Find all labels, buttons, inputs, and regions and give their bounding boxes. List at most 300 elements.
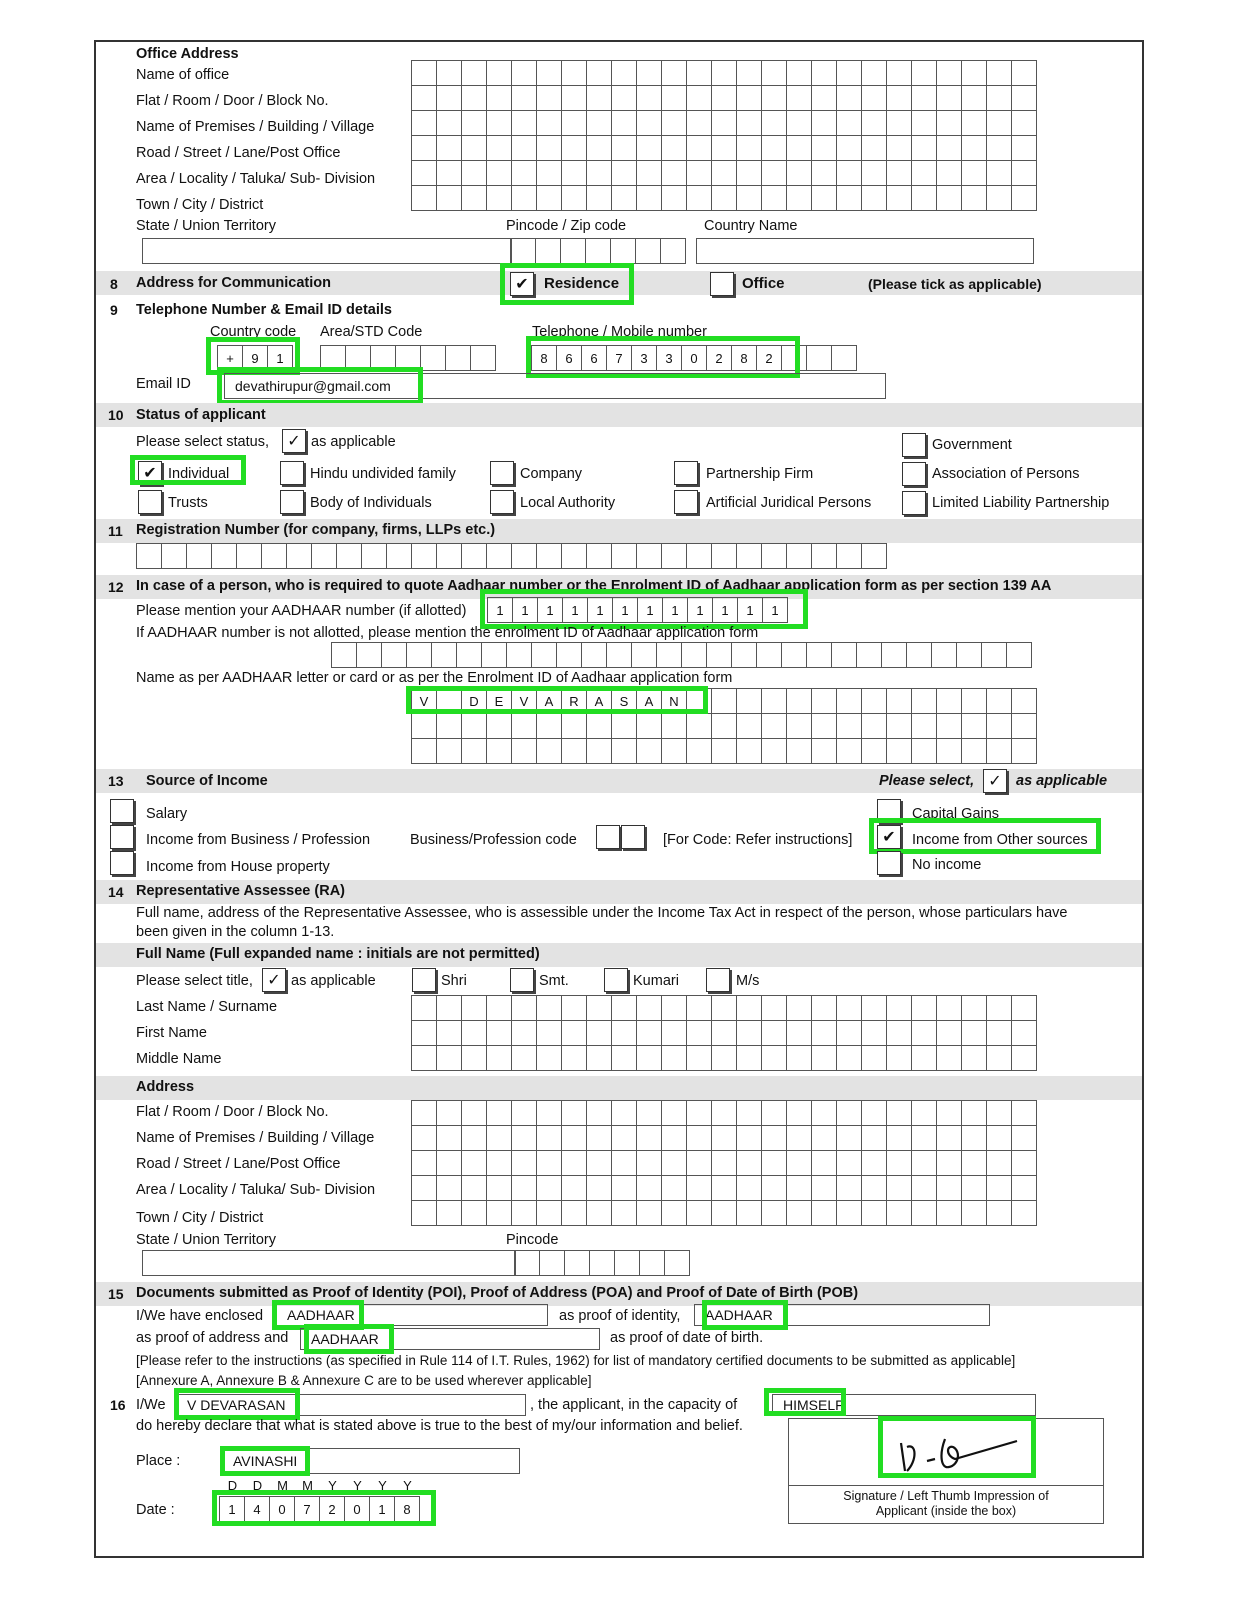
grid-cell[interactable] [886,1175,912,1201]
grid-cell[interactable] [786,1150,812,1176]
grid-cell[interactable]: E [486,688,512,714]
grid-cell[interactable] [535,238,561,264]
grid-cell[interactable] [611,1150,637,1176]
grid-cell[interactable] [961,185,987,211]
grid-cell[interactable] [861,1020,887,1046]
grid-cell[interactable] [461,738,487,764]
grid-cell[interactable] [836,738,862,764]
ra-address-grid[interactable] [412,1100,1037,1226]
grid-cell[interactable] [436,1150,462,1176]
grid-cell[interactable] [636,543,662,569]
grid-cell[interactable] [586,1175,612,1201]
grid-cell[interactable] [936,1045,962,1071]
grid-cell[interactable] [589,1250,615,1276]
grid-cell[interactable] [236,543,262,569]
grid-cell[interactable] [831,642,857,668]
grid-cell[interactable] [486,1200,512,1226]
grid-cell[interactable] [1011,60,1037,86]
grid-cell[interactable] [510,238,536,264]
grid-cell[interactable] [986,135,1012,161]
grid-cell[interactable] [811,688,837,714]
grid-cell[interactable] [1011,135,1037,161]
grid-cell[interactable] [811,1100,837,1126]
grid-cell[interactable] [961,713,987,739]
grid-cell[interactable] [636,1045,662,1071]
grid-cell[interactable] [736,1045,762,1071]
grid-cell[interactable] [411,543,437,569]
grid-cell[interactable]: R [561,688,587,714]
grid-cell[interactable] [431,642,457,668]
grid-cell[interactable] [611,1175,637,1201]
grid-cell[interactable] [961,85,987,111]
grid-cell[interactable] [1011,160,1037,186]
grid-cell[interactable] [936,185,962,211]
grid-cell[interactable] [761,160,787,186]
grid-cell[interactable] [886,1020,912,1046]
grid-cell[interactable] [936,110,962,136]
grid-cell[interactable] [511,85,537,111]
grid-cell[interactable] [606,642,632,668]
grid-cell[interactable] [811,1020,837,1046]
grid-cell[interactable] [561,1150,587,1176]
grid-cell[interactable] [861,60,887,86]
grid-cell[interactable] [986,688,1012,714]
grid-cell[interactable] [811,543,837,569]
grid-cell[interactable] [1011,1125,1037,1151]
grid-cell[interactable]: 1 [737,597,763,623]
grid-cell[interactable] [886,1150,912,1176]
grid-cell[interactable] [786,135,812,161]
grid-cell[interactable] [636,995,662,1021]
grid-cell[interactable] [686,110,712,136]
grid-cell[interactable] [586,110,612,136]
grid-cell[interactable] [861,995,887,1021]
grid-cell[interactable] [381,642,407,668]
grid-cell[interactable] [561,60,587,86]
grid-cell[interactable] [561,85,587,111]
grid-cell[interactable] [686,60,712,86]
grid-cell[interactable] [911,110,937,136]
grid-cell[interactable] [436,135,462,161]
aop-checkbox[interactable] [902,462,926,486]
grid-cell[interactable] [1011,185,1037,211]
grid-cell[interactable] [511,1045,537,1071]
grid-cell[interactable] [761,543,787,569]
grid-cell[interactable] [661,60,687,86]
grid-cell[interactable] [836,60,862,86]
grid-cell[interactable] [986,738,1012,764]
grid-cell[interactable] [861,1175,887,1201]
grid-cell[interactable] [436,738,462,764]
grid-cell[interactable] [686,713,712,739]
grid-cell[interactable] [636,60,662,86]
grid-cell[interactable] [611,543,637,569]
grid-cell[interactable] [436,160,462,186]
grid-cell[interactable] [561,160,587,186]
grid-cell[interactable] [761,688,787,714]
grid-cell[interactable] [961,1150,987,1176]
grid-cell[interactable] [611,110,637,136]
grid-cell[interactable] [406,642,432,668]
grid-cell[interactable] [639,1250,665,1276]
grid-cell[interactable]: 1 [487,597,513,623]
grid-cell[interactable]: 1 [637,597,663,623]
grid-cell[interactable] [711,713,737,739]
grid-cell[interactable] [711,1200,737,1226]
grid-cell[interactable] [586,1100,612,1126]
grid-cell[interactable] [561,1100,587,1126]
grid-cell[interactable] [636,1200,662,1226]
grid-cell[interactable] [761,85,787,111]
grid-cell[interactable] [461,110,487,136]
grid-cell[interactable] [936,160,962,186]
grid-cell[interactable] [836,1125,862,1151]
grid-cell[interactable] [736,1175,762,1201]
house-checkbox[interactable] [110,851,134,875]
grid-cell[interactable] [961,60,987,86]
grid-cell[interactable] [836,1175,862,1201]
grid-cell[interactable] [806,345,832,371]
grid-cell[interactable]: A [536,688,562,714]
grid-cell[interactable] [786,995,812,1021]
grid-cell[interactable] [736,135,762,161]
business-checkbox[interactable] [110,825,134,849]
grid-cell[interactable] [661,185,687,211]
bp-code-box-1[interactable] [596,825,620,849]
grid-cell[interactable] [806,642,832,668]
grid-cell[interactable] [536,185,562,211]
grid-cell[interactable] [761,713,787,739]
grid-cell[interactable] [661,1200,687,1226]
grid-cell[interactable] [486,1175,512,1201]
grid-cell[interactable] [786,1175,812,1201]
grid-cell[interactable] [911,713,937,739]
grid-cell[interactable] [911,738,937,764]
grid-cell[interactable] [886,688,912,714]
grid-cell[interactable] [686,135,712,161]
grid-cell[interactable] [614,1250,640,1276]
grid-cell[interactable] [336,543,362,569]
grid-cell[interactable] [656,642,682,668]
grid-cell[interactable] [361,543,387,569]
office-address-grid[interactable] [412,60,1037,211]
grid-cell[interactable] [286,543,312,569]
grid-cell[interactable] [536,160,562,186]
grid-cell[interactable] [761,738,787,764]
grid-cell[interactable] [811,85,837,111]
grid-cell[interactable]: 1 [219,1496,245,1522]
grid-cell[interactable] [731,642,757,668]
grid-cell[interactable] [761,60,787,86]
grid-cell[interactable] [611,60,637,86]
grid-cell[interactable] [486,1150,512,1176]
grid-cell[interactable] [961,160,987,186]
grid-cell[interactable] [661,738,687,764]
smt-checkbox[interactable] [510,968,534,992]
grid-cell[interactable] [686,1200,712,1226]
grid-cell[interactable] [261,543,287,569]
kumari-checkbox[interactable] [604,968,628,992]
grid-cell[interactable] [861,688,887,714]
grid-cell[interactable] [736,1150,762,1176]
grid-cell[interactable] [511,738,537,764]
grid-cell[interactable] [886,135,912,161]
grid-cell[interactable] [536,543,562,569]
grid-cell[interactable] [661,160,687,186]
grid-cell[interactable] [536,1125,562,1151]
grid-cell[interactable] [986,1175,1012,1201]
grid-cell[interactable] [436,1200,462,1226]
grid-cell[interactable] [411,185,437,211]
grid-cell[interactable] [811,135,837,161]
grid-cell[interactable] [461,995,487,1021]
grid-cell[interactable] [761,110,787,136]
grid-cell[interactable] [811,1125,837,1151]
grid-cell[interactable]: 6 [556,345,582,371]
grid-cell[interactable] [886,185,912,211]
grid-cell[interactable] [661,713,687,739]
grid-cell[interactable] [786,738,812,764]
grid-cell[interactable] [811,995,837,1021]
grid-cell[interactable] [686,1045,712,1071]
grid-cell[interactable] [514,1250,540,1276]
grid-cell[interactable] [911,1045,937,1071]
grid-cell[interactable]: 6 [581,345,607,371]
grid-cell[interactable] [161,543,187,569]
grid-cell[interactable] [561,185,587,211]
local-checkbox[interactable] [490,490,514,514]
grid-cell[interactable] [581,642,607,668]
grid-cell[interactable]: 2 [756,345,782,371]
grid-cell[interactable] [961,1045,987,1071]
grid-cell[interactable] [861,160,887,186]
grid-cell[interactable] [486,160,512,186]
grid-cell[interactable] [539,1250,565,1276]
salary-checkbox[interactable] [110,799,134,823]
grid-cell[interactable] [711,1150,737,1176]
grid-cell[interactable] [811,185,837,211]
grid-cell[interactable] [436,60,462,86]
grid-cell[interactable] [711,543,737,569]
grid-cell[interactable] [461,135,487,161]
grid-cell[interactable] [711,738,737,764]
grid-cell[interactable] [736,1020,762,1046]
grid-cell[interactable] [761,1200,787,1226]
grid-cell[interactable] [486,135,512,161]
grid-cell[interactable] [681,642,707,668]
grid-cell[interactable] [736,713,762,739]
grid-cell[interactable] [1011,1045,1037,1071]
grid-cell[interactable] [986,1100,1012,1126]
grid-cell[interactable] [886,160,912,186]
grid-cell[interactable] [611,738,637,764]
grid-cell[interactable] [786,713,812,739]
grid-cell[interactable] [761,1020,787,1046]
grid-cell[interactable] [986,110,1012,136]
grid-cell[interactable] [781,642,807,668]
grid-cell[interactable] [811,738,837,764]
grid-cell[interactable] [1011,688,1037,714]
grid-cell[interactable] [611,713,637,739]
grid-cell[interactable] [711,110,737,136]
grid-cell[interactable] [610,238,636,264]
grid-cell[interactable] [331,642,357,668]
grid-cell[interactable] [511,1175,537,1201]
grid-cell[interactable] [461,1150,487,1176]
grid-cell[interactable] [511,135,537,161]
grid-cell[interactable] [586,995,612,1021]
grid-cell[interactable] [861,185,887,211]
residence-checkbox[interactable]: ✔ [510,272,534,296]
grid-cell[interactable] [636,1100,662,1126]
grid-cell[interactable] [811,713,837,739]
grid-cell[interactable]: 1 [562,597,588,623]
grid-cell[interactable] [661,1020,687,1046]
grid-cell[interactable] [786,1045,812,1071]
grid-cell[interactable] [636,160,662,186]
grid-cell[interactable] [936,85,962,111]
grid-cell[interactable] [561,1045,587,1071]
grid-cell[interactable] [911,1150,937,1176]
grid-cell[interactable] [536,135,562,161]
grid-cell[interactable] [861,713,887,739]
grid-cell[interactable] [986,1020,1012,1046]
grid-cell[interactable] [886,85,912,111]
grid-cell[interactable] [511,1125,537,1151]
grid-cell[interactable]: A [636,688,662,714]
grid-cell[interactable] [536,1150,562,1176]
grid-cell[interactable] [511,1150,537,1176]
grid-cell[interactable] [661,85,687,111]
firm-checkbox[interactable] [674,461,698,485]
grid-cell[interactable] [836,543,862,569]
grid-cell[interactable] [661,1100,687,1126]
grid-cell[interactable] [836,185,862,211]
grid-cell[interactable] [686,1100,712,1126]
grid-cell[interactable] [511,185,537,211]
grid-cell[interactable] [861,738,887,764]
grid-cell[interactable] [636,85,662,111]
grid-cell[interactable] [136,543,162,569]
grid-cell[interactable] [411,85,437,111]
grid-cell[interactable] [586,1020,612,1046]
grid-cell[interactable] [636,738,662,764]
grid-cell[interactable] [611,135,637,161]
grid-cell[interactable] [711,1045,737,1071]
grid-cell[interactable] [536,738,562,764]
grid-cell[interactable] [411,738,437,764]
grid-cell[interactable]: 4 [244,1496,270,1522]
grid-cell[interactable] [586,185,612,211]
grid-cell[interactable] [564,1250,590,1276]
grid-cell[interactable] [470,345,496,371]
grid-cell[interactable] [936,135,962,161]
grid-cell[interactable] [1011,1150,1037,1176]
grid-cell[interactable] [786,110,812,136]
grid-cell[interactable] [511,60,537,86]
grid-cell[interactable] [711,85,737,111]
grid-cell[interactable] [636,1175,662,1201]
grid-cell[interactable] [586,543,612,569]
grid-cell[interactable] [560,238,586,264]
grid-cell[interactable]: 1 [687,597,713,623]
grid-cell[interactable] [986,1150,1012,1176]
no-income-checkbox[interactable] [877,851,901,875]
grid-cell[interactable] [456,642,482,668]
grid-cell[interactable] [611,1100,637,1126]
grid-cell[interactable] [461,543,487,569]
grid-cell[interactable] [836,110,862,136]
grid-cell[interactable] [536,60,562,86]
grid-cell[interactable] [861,110,887,136]
ra-state-field[interactable] [142,1250,516,1276]
grid-cell[interactable] [531,642,557,668]
grid-cell[interactable] [736,543,762,569]
grid-cell[interactable] [661,995,687,1021]
grid-cell[interactable] [461,1020,487,1046]
grid-cell[interactable] [536,1100,562,1126]
grid-cell[interactable] [836,135,862,161]
grid-cell[interactable] [861,1100,887,1126]
grid-cell[interactable]: D [461,688,487,714]
ms-checkbox[interactable] [706,968,730,992]
grid-cell[interactable] [586,1045,612,1071]
grid-cell[interactable] [411,1020,437,1046]
grid-cell[interactable] [861,1200,887,1226]
grid-cell[interactable] [911,1200,937,1226]
grid-cell[interactable] [936,1150,962,1176]
grid-cell[interactable] [586,713,612,739]
grid-cell[interactable] [811,1045,837,1071]
grid-cell[interactable]: 7 [294,1496,320,1522]
grid-cell[interactable] [761,1045,787,1071]
grid-cell[interactable] [511,713,537,739]
grid-cell[interactable] [511,1100,537,1126]
boi-checkbox[interactable] [280,490,304,514]
grid-cell[interactable] [536,1045,562,1071]
grid-cell[interactable] [461,713,487,739]
llp-checkbox[interactable] [902,491,926,515]
grid-cell[interactable] [836,688,862,714]
grid-cell[interactable] [836,713,862,739]
grid-cell[interactable] [986,995,1012,1021]
grid-cell[interactable] [936,738,962,764]
grid-cell[interactable] [761,135,787,161]
grid-cell[interactable] [786,160,812,186]
grid-cell[interactable] [536,995,562,1021]
grid-cell[interactable]: 9 [242,345,268,371]
grid-cell[interactable] [436,543,462,569]
grid-cell[interactable] [486,1125,512,1151]
grid-cell[interactable] [211,543,237,569]
grid-cell[interactable] [561,713,587,739]
grid-cell[interactable]: S [611,688,637,714]
grid-cell[interactable]: V [411,688,437,714]
grid-cell[interactable] [486,738,512,764]
grid-cell[interactable] [956,642,982,668]
grid-cell[interactable] [561,1175,587,1201]
grid-cell[interactable] [536,85,562,111]
grid-cell[interactable] [936,713,962,739]
grid-cell[interactable] [686,1125,712,1151]
grid-cell[interactable] [736,60,762,86]
grid-cell[interactable] [611,85,637,111]
grid-cell[interactable] [711,1125,737,1151]
grid-cell[interactable] [1011,1175,1037,1201]
grid-cell[interactable] [536,1020,562,1046]
grid-cell[interactable] [611,1200,637,1226]
grid-cell[interactable] [756,642,782,668]
